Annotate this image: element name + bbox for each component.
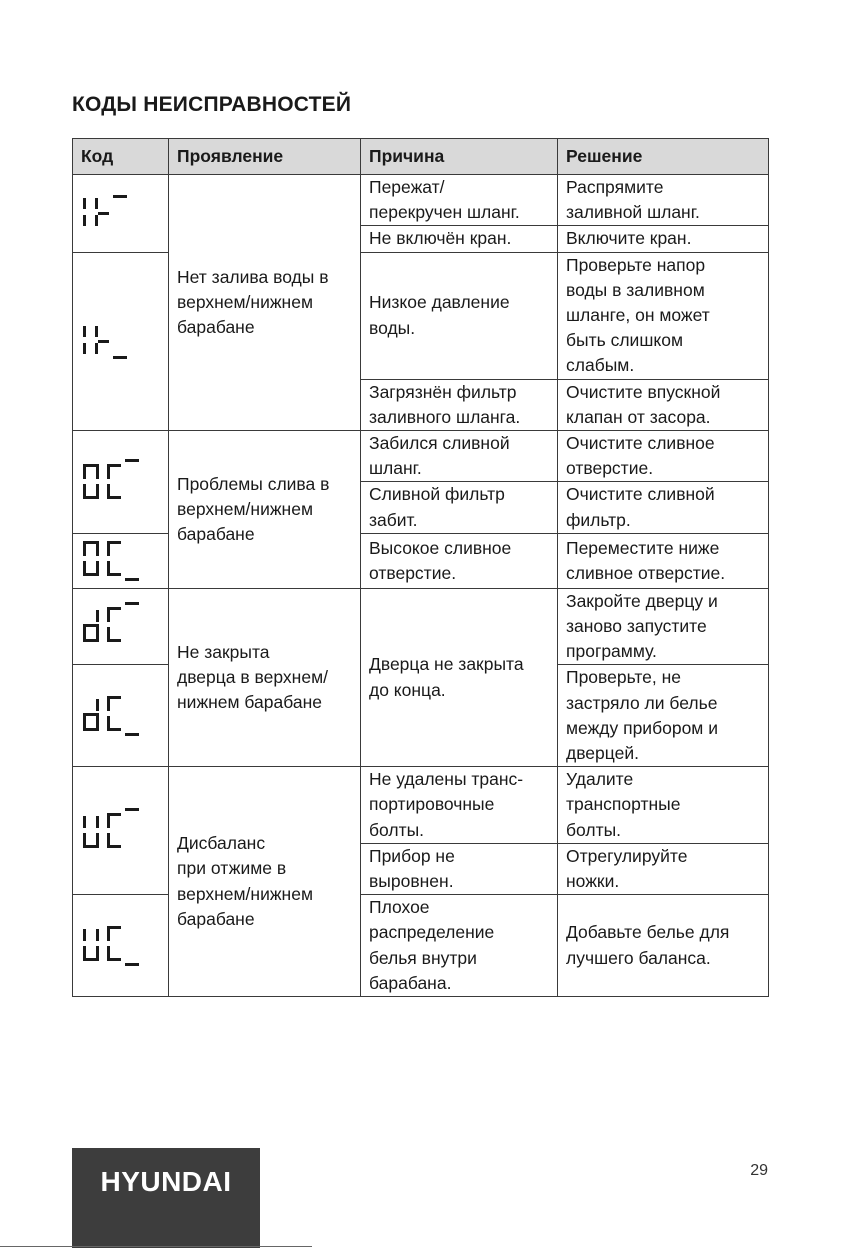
- cause-line: забит.: [369, 509, 418, 530]
- solution-line: Отрегулируйте: [566, 845, 688, 866]
- solution-line: отверстие.: [566, 458, 654, 479]
- table-row: [73, 588, 769, 665]
- solution-line: Добавьте белье для: [566, 922, 730, 943]
- cause-line: заливного шланга.: [369, 406, 521, 427]
- cause-line: Дверца не закрыта: [369, 654, 524, 675]
- cause-line: до конца.: [369, 679, 446, 700]
- symptom-line: Проблемы слива в: [177, 473, 330, 494]
- header-symptom: Проявление: [169, 139, 361, 175]
- cause-cell: [361, 431, 558, 482]
- cause-line: Пережат/: [369, 177, 445, 197]
- header-code: Код: [73, 139, 169, 175]
- solution-cell: [558, 665, 769, 767]
- solution-line: Очистите впускной: [566, 381, 721, 402]
- solution-line: между прибором и: [566, 717, 718, 738]
- cause-line: отверстие.: [369, 562, 457, 583]
- cause-line: белья внутри: [369, 947, 477, 968]
- solution-line: Проверьте, не: [566, 667, 682, 688]
- cause-cell: [361, 252, 558, 379]
- symptom-line: Дисбаланс: [177, 833, 266, 854]
- code-display-de-lower: [73, 665, 169, 767]
- solution-line: Распрямите: [566, 177, 664, 197]
- cause-line: Забился сливной: [369, 433, 510, 454]
- cause-line: портировочные: [369, 794, 495, 815]
- cause-line: Низкое давление: [369, 292, 510, 313]
- cause-line: Сливной фильтр: [369, 484, 505, 505]
- symptom-door-not-closed: [169, 588, 361, 766]
- table-header-row: [73, 139, 769, 175]
- page-title: КОДЫ НЕИСПРАВНОСТЕЙ: [72, 93, 352, 116]
- solution-line: болты.: [566, 819, 622, 840]
- code-display-oe-upper: [73, 431, 169, 534]
- symptom-line: Нет залива воды в: [177, 266, 329, 287]
- table-row: [73, 175, 769, 226]
- code-display-oe-lower: [73, 533, 169, 588]
- solution-cell: [558, 379, 769, 430]
- cause-cell: [361, 588, 558, 766]
- symptom-line: верхнем/нижнем: [177, 883, 313, 904]
- cause-cell: [361, 533, 558, 588]
- brand-logo: [72, 1148, 260, 1248]
- symptom-line: при отжиме в: [177, 858, 287, 879]
- code-display-ue-upper: [73, 767, 169, 895]
- solution-cell: [558, 175, 769, 226]
- solution-line: лучшего баланса.: [566, 947, 711, 968]
- symptom-imbalance: [169, 767, 361, 997]
- solution-line: транспортные: [566, 794, 681, 815]
- table-row: [73, 767, 769, 844]
- solution-line: воды в заливном: [566, 279, 705, 300]
- solution-line: Переместите ниже: [566, 537, 720, 558]
- solution-cell: [558, 767, 769, 844]
- solution-line: Очистите сливное: [566, 433, 715, 454]
- solution-line: Очистите сливной: [566, 484, 715, 505]
- solution-cell: [558, 431, 769, 482]
- solution-line: быть слишком: [566, 330, 683, 351]
- cause-cell: [361, 379, 558, 430]
- cause-line: Прибор не: [369, 845, 455, 866]
- solution-line: клапан от засора.: [566, 406, 711, 427]
- solution-line: заливной шланг.: [566, 202, 700, 223]
- cause-line: Не удалены транс-: [369, 769, 524, 790]
- symptom-line: верхнем/нижнем: [177, 498, 313, 519]
- symptom-line: верхнем/нижнем: [177, 291, 313, 312]
- symptom-line: нижнем барабане: [177, 692, 323, 713]
- code-display-ie-upper: [73, 175, 169, 253]
- symptom-line: дверца в верхнем/: [177, 666, 328, 687]
- solution-line: Включите кран.: [566, 228, 692, 249]
- page-number: 29: [750, 1162, 768, 1179]
- solution-line: заново запустите: [566, 616, 707, 637]
- solution-cell: [558, 226, 769, 252]
- solution-cell: [558, 843, 769, 894]
- cause-line: Плохое: [369, 897, 430, 918]
- solution-cell: [558, 482, 769, 533]
- solution-cell: [558, 533, 769, 588]
- fault-codes-table: [72, 138, 769, 997]
- symptom-line: Не закрыта: [177, 641, 270, 662]
- symptom-no-water-fill: [169, 175, 361, 431]
- cause-cell: [361, 226, 558, 252]
- symptom-drain-problem: [169, 431, 361, 589]
- cause-line: перекручен шланг.: [369, 202, 520, 223]
- cause-cell: [361, 767, 558, 844]
- cause-line: воды.: [369, 317, 416, 338]
- cause-cell: [361, 843, 558, 894]
- solution-line: Проверьте напор: [566, 254, 706, 275]
- table-row: [73, 431, 769, 482]
- code-display-de-upper: [73, 588, 169, 665]
- solution-line: застряло ли белье: [566, 692, 718, 713]
- solution-line: Закройте дверцу и: [566, 590, 718, 611]
- header-solution: Решение: [558, 139, 769, 175]
- cause-cell: [361, 895, 558, 997]
- cause-line: Не включён кран.: [369, 228, 512, 249]
- header-cause: Причина: [361, 139, 558, 175]
- cause-line: барабана.: [369, 972, 452, 993]
- solution-line: слабым.: [566, 355, 635, 376]
- cause-line: Загрязнён фильтр: [369, 381, 517, 402]
- code-display-ie-lower: [73, 252, 169, 430]
- solution-line: дверцей.: [566, 743, 639, 764]
- solution-line: шланге, он может: [566, 305, 710, 326]
- symptom-line: барабане: [177, 317, 255, 338]
- solution-line: программу.: [566, 641, 657, 662]
- solution-line: Удалите: [566, 769, 634, 790]
- solution-line: фильтр.: [566, 509, 631, 530]
- solution-line: сливное отверстие.: [566, 562, 726, 583]
- solution-cell: [558, 588, 769, 665]
- cause-line: болты.: [369, 819, 425, 840]
- symptom-line: барабане: [177, 908, 255, 929]
- code-display-ue-lower: [73, 895, 169, 997]
- cause-line: шланг.: [369, 458, 422, 479]
- cause-cell: [361, 482, 558, 533]
- solution-cell: [558, 895, 769, 997]
- solution-line: ножки.: [566, 871, 620, 892]
- bottom-divider: [0, 1246, 312, 1247]
- cause-line: Высокое сливное: [369, 537, 512, 558]
- solution-cell: [558, 252, 769, 379]
- symptom-line: барабане: [177, 524, 255, 545]
- brand-logo-text: HYUNDAI: [100, 1166, 232, 1197]
- cause-line: распределение: [369, 922, 495, 943]
- cause-line: выровнен.: [369, 871, 454, 892]
- cause-cell: [361, 175, 558, 226]
